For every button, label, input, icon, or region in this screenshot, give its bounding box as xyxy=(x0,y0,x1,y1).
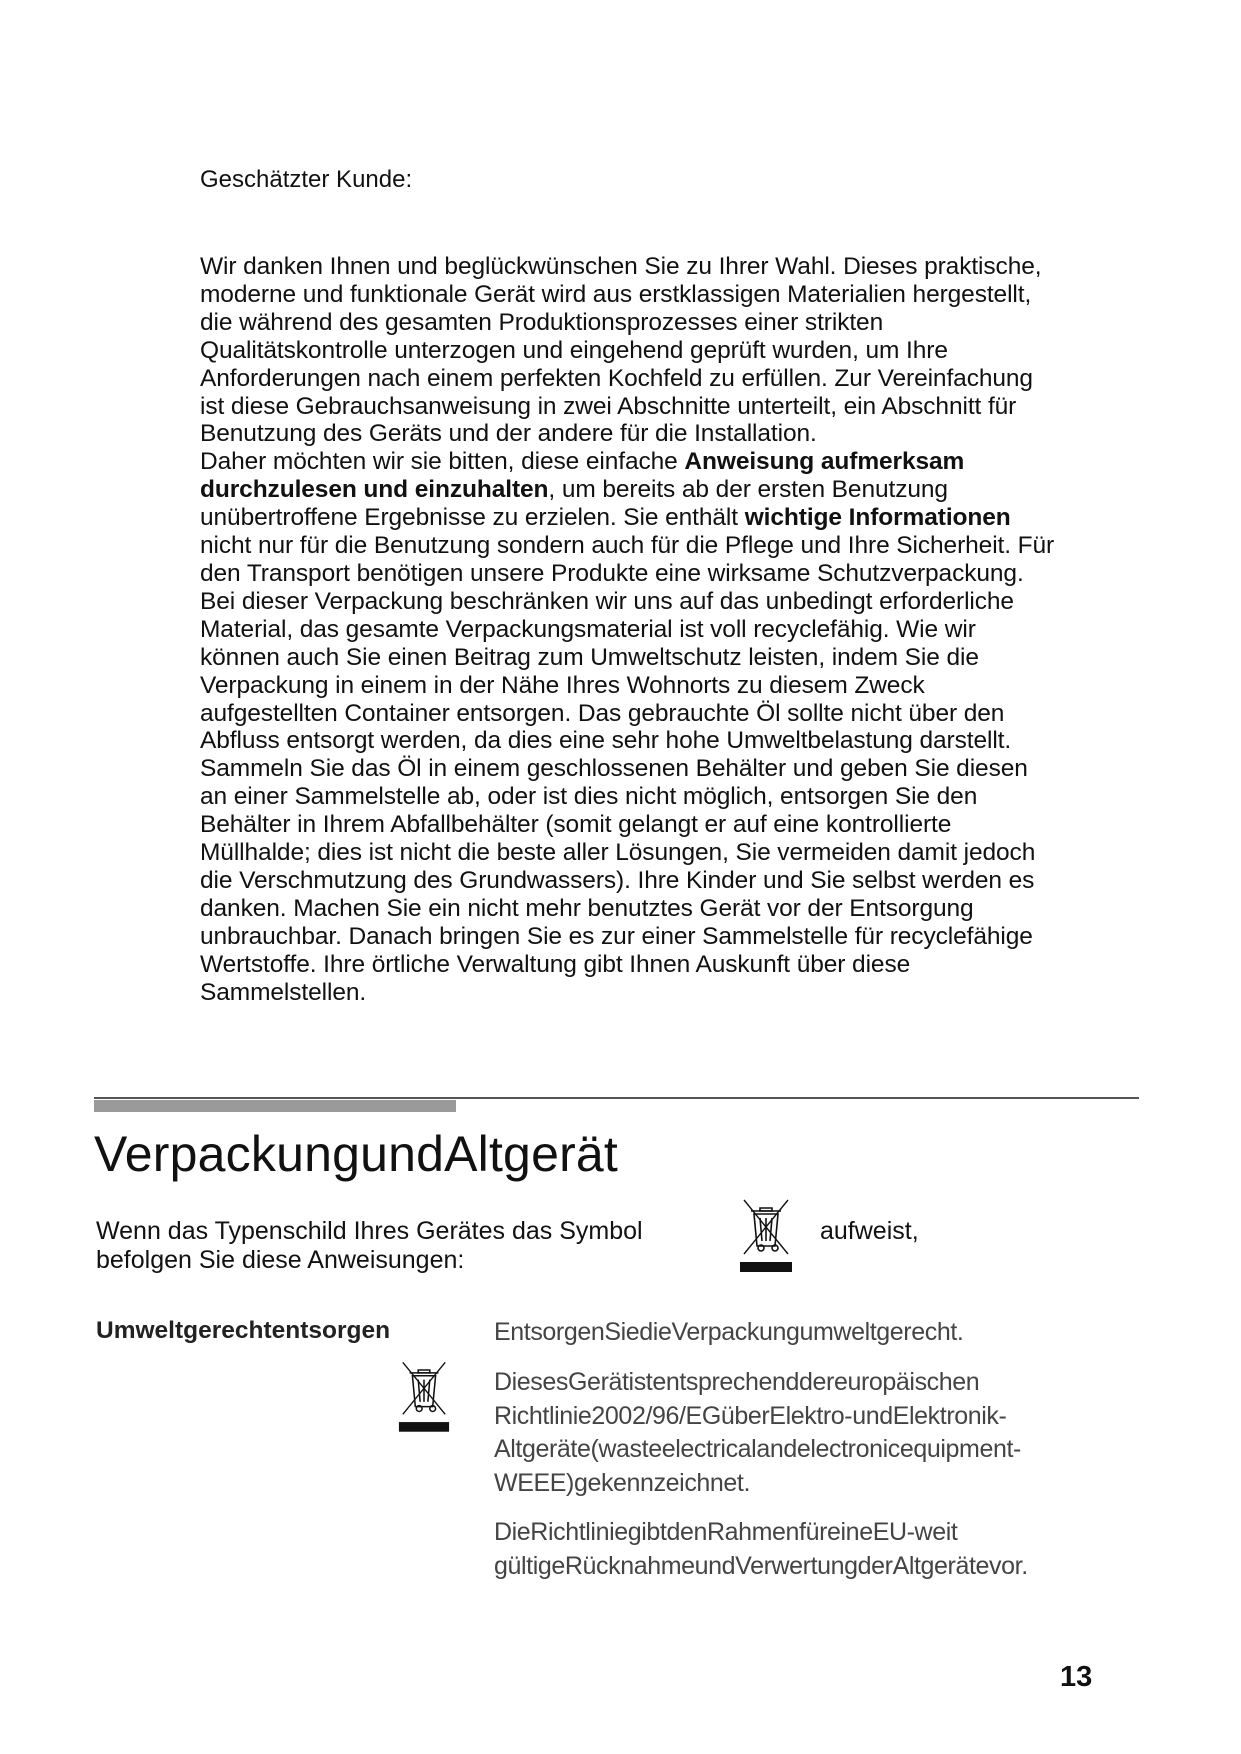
intro-bold-1: Anweisung aufmerksam durchzulesen und einzuhalten xyxy=(200,448,965,504)
greeting: Geschätzter Kunde: xyxy=(200,166,413,193)
intro-text-1: Wir danken Ihnen und beglückwünschen Sie zu Ihrer Wahl. Dieses praktische, moderne und funktionale Gerät wird aus erstklassigen Materialien hergestellt, die während des gesamten Produktionsprozesses einer strikten Qualitätskontrolle unterzogen und eingehend geprüft wurden, um Ihre Anforderungen nach einem perfekten Kochfeld zu erfüllen. Zur Vereinfachung ist diese Gebrauchsanweisung in zwei Abschnitte unterteilt, ein Abschnitt für Benutzung des Geräts und der andere für die Installation. xyxy=(200,253,1042,448)
symbol-instruction-line-2: befolgen Sie diese Anweisungen: xyxy=(96,1246,465,1274)
symbol-instruction-line-1-end: aufweist, xyxy=(820,1217,919,1245)
section-divider-accent xyxy=(94,1100,456,1112)
intro-paragraph xyxy=(200,253,1060,1006)
disposal-paragraph: EntsorgenSiedieVerpackungumweltgerecht. xyxy=(494,1318,964,1346)
crossed-out-wheelie-bin-icon xyxy=(738,1196,794,1276)
side-heading: Umweltgerechtentsorgen xyxy=(96,1317,391,1344)
symbol-instruction-line-1: Wenn das Typenschild Ihres Gerätes das Symbol xyxy=(96,1217,643,1245)
section-title: VerpackungundAltgerät xyxy=(94,1126,619,1182)
crossed-out-wheelie-bin-icon xyxy=(397,1358,451,1436)
directive-paragraph: DieRichtliniegibtdenRahmenfüreineEU-weit gültigeRücknahmeundVerwertungderAltgerätevor. xyxy=(494,1518,1028,1580)
intro-bold-2: wichtige Informationen xyxy=(744,504,1011,532)
intro-text-4: nicht nur für die Benutzung sondern auch für die Pflege und Ihre Sicherheit. Für den Transport benötigen unsere Produkte eine wirksame Schutzverpackung. Bei dieser Verpackung beschränken wir uns auf das unbedingt erforderliche Material, das gesamte Verpackungsmaterial ist voll recyclefähig. Wie wir können auch Sie einen Beitrag zum Umweltschutz leisten, indem Sie die Verpackung in einem in der Nähe Ihres Wohnorts zu diesem Zweck aufgestellten Container entsorgen. Das gebrauchte Öl sollte nicht über den Abfluss entsorgt werden, da dies eine sehr hohe Umweltbelastung darstellt. Sammeln Sie das Öl in einem geschlossenen Behälter und geben Sie diesen an einer Sammelstelle ab, oder ist dies nicht möglich, entsorgen Sie den Behälter in Ihrem Abfallbehälter (somit gelangt er auf eine kontrollierte Müllhalde; dies ist nicht die beste aller Lösungen, Sie vermeiden damit jedoch die Verschmutzung des Grundwassers). Ihre Kinder und Sie selbst werden es danken. Machen Sie ein nicht mehr benutztes Gerät vor der Entsorgung unbrauchbar. Danach bringen Sie es zur einer Sammelstelle für recyclefähige Wertstoffe. Ihre örtliche Verwaltung gibt Ihnen Auskunft über diese Sammelstellen. xyxy=(200,532,1055,1006)
intro-text-2: Daher möchten wir sie bitten, diese einfache xyxy=(200,448,685,476)
section-divider xyxy=(94,1097,1139,1099)
intro-text-3: , um bereits ab der ersten Benutzung unübertroffene Ergebnisse zu erzielen. Sie enthält xyxy=(200,476,948,532)
weee-paragraph: DiesesGerätistentsprechenddereuropäischen Richtlinie2002/96/EGüberElektro-undElektronik-Altgeräte(wasteelectricalandelectronicequipment-WEEE)gekennzeichnet. xyxy=(494,1368,1021,1497)
page-number: 13 xyxy=(1060,1661,1093,1693)
